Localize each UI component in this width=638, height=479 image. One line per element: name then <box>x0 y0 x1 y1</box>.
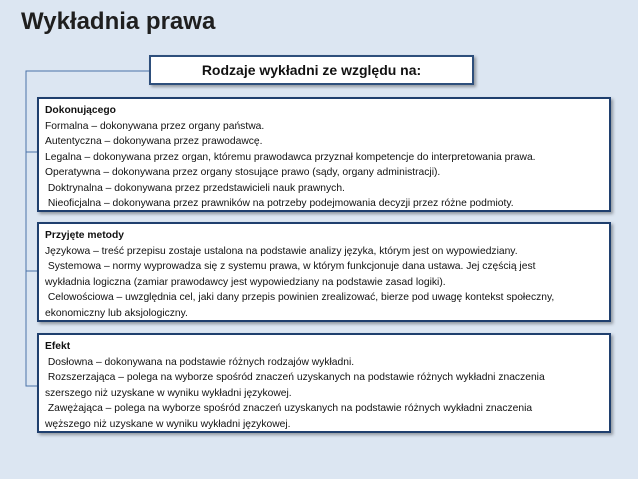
section-line: Doktrynalna – dokonywana przez przedstawicieli nauk prawnych. <box>45 182 345 194</box>
section-line: Autentyczna – dokonywana przez prawodawcę. <box>45 136 263 147</box>
section-line: Operatywna – dokonywana przez organy stosujące prawo (sądy, organy administracji). <box>45 167 441 178</box>
section-line: Systemowa – normy wyprowadza się z systemu prawa, w którym funkcjonuje dana ustawa. Jej częścią jest <box>45 261 536 272</box>
section-line: Formalna – dokonywana przez organy państwa. <box>45 120 265 132</box>
section-box-przyjete-metody <box>37 222 611 322</box>
section-line: Dosłowna – dokonywana na podstawie różnych rodzajów wykładni. <box>45 356 355 368</box>
section-heading: Dokonującego <box>45 105 116 116</box>
section-line: Nieoficjalna – dokonywana przez prawników na potrzeby podejmowania decyzji przez różne podmioty. <box>45 198 514 209</box>
section-heading: Efekt <box>45 341 71 352</box>
section-heading: Przyjęte metody <box>45 230 124 241</box>
section-line: Celowościowa – uwzględnia cel, jaki dany przepis powinien zrealizować, bierze pod uwagę kontekst społeczny, <box>45 292 555 303</box>
page-title: Wykładnia prawa <box>21 8 216 35</box>
section-line: Legalna – dokonywana przez organ, któremu prawodawca przyznał kompetencje do interpretowania prawa. <box>45 151 536 163</box>
section-line: Rozszerzająca – polega na wyborze spośród znaczeń uzyskanych na podstawie różnych wykładni znaczenia <box>45 372 545 383</box>
section-line: wykładnia logiczna (zamiar prawodawcy jest wypowiedziany na podstawie zasad logiki). <box>45 276 446 288</box>
section-box-dokonujacego <box>37 97 611 212</box>
section-line: ekonomiczny lub aksjologiczny. <box>45 307 188 319</box>
section-line: węższego niż uzyskane w wyniku wykładni językowej. <box>45 418 291 430</box>
section-line: Zawężająca – polega na wyborze spośród znaczeń uzyskanych na podstawie różnych wykładni znaczenia <box>45 403 533 414</box>
section-line: szerszego niż uzyskane w wyniku wykładni językowej. <box>45 387 292 399</box>
section-line: Językowa – treść przepisu zostaje ustalona na podstawie analizy języka, którym jest on wypowiedziany. <box>45 245 518 257</box>
header-box: Rodzaje wykładni ze względu na: <box>149 55 474 85</box>
section-box-efekt <box>37 333 611 433</box>
